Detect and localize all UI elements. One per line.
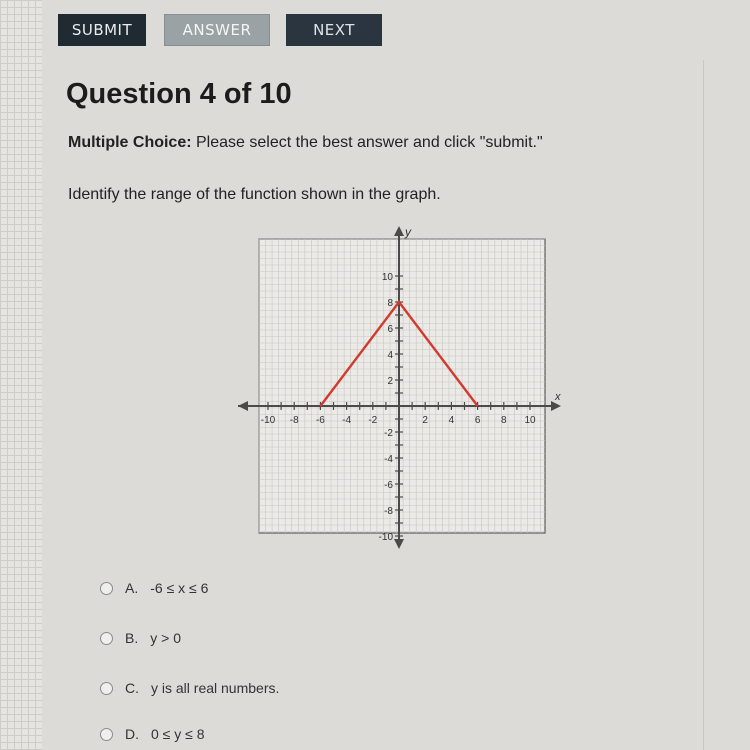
x-tick-label: 8 (501, 415, 507, 426)
choice-c-text: y is all real numbers. (151, 680, 280, 696)
radio-a[interactable] (100, 582, 113, 595)
graph-frame (259, 239, 545, 533)
y-tick-label: 4 (387, 350, 393, 361)
instruction-lead: Multiple Choice: (68, 134, 192, 151)
y-tick-label: -6 (384, 480, 393, 491)
y-axis-arrow-up (394, 226, 404, 236)
x-tick-label: -8 (289, 415, 299, 426)
y-axis-label: y (405, 225, 411, 239)
panel-divider (703, 60, 704, 750)
y-tick-label: 6 (387, 324, 393, 335)
x-axis-arrow-left (238, 401, 248, 411)
instructions (68, 134, 543, 152)
y-tick-label: 8 (387, 298, 393, 309)
x-tick-label: 6 (474, 415, 481, 426)
choice-a-text: -6 ≤ x ≤ 6 (150, 580, 209, 596)
y-tick-label: -8 (384, 506, 393, 517)
question-prompt: Identify the range of the function shown in the graph. (68, 186, 441, 203)
instruction-text: Please select the best answer and click "submit." (191, 134, 543, 151)
x-tick-label: -6 (315, 415, 325, 426)
x-axis-label: x (555, 391, 561, 403)
y-tick-label: -4 (384, 454, 393, 465)
x-tick-label: 2 (422, 415, 428, 426)
choice-b-text: y > 0 (150, 630, 181, 646)
radio-d[interactable] (100, 728, 113, 741)
y-tick-label: 10 (381, 272, 393, 283)
y-axis-arrow-down (394, 539, 404, 549)
x-tick-label: 4 (448, 415, 455, 426)
next-button[interactable]: NEXT (286, 14, 382, 46)
choice-c-letter: C. (125, 680, 139, 696)
y-tick-label: -2 (384, 428, 393, 439)
choice-c[interactable] (100, 680, 279, 696)
x-tick-label: -2 (368, 415, 378, 426)
y-tick-label: 2 (387, 376, 393, 387)
x-tick-label: 10 (524, 415, 536, 426)
x-tick-label: -4 (342, 415, 352, 426)
choice-a[interactable] (100, 580, 208, 596)
background-grid-left (0, 0, 42, 750)
answer-button[interactable]: ANSWER (164, 14, 270, 46)
choice-b[interactable] (100, 630, 181, 646)
radio-b[interactable] (100, 632, 113, 645)
choice-d-letter: D. (125, 726, 139, 742)
x-tick-label: -10 (260, 415, 276, 426)
choice-b-letter: B. (125, 630, 139, 646)
function-graph (234, 224, 574, 554)
radio-c[interactable] (100, 682, 113, 695)
choice-d-text: 0 ≤ y ≤ 8 (151, 726, 205, 742)
question-title: Question 4 of 10 (66, 78, 292, 110)
choice-d[interactable] (100, 726, 205, 742)
y-tick-label: -10 (378, 532, 393, 543)
choice-a-letter: A. (125, 580, 139, 596)
submit-button[interactable]: SUBMIT (58, 14, 146, 46)
